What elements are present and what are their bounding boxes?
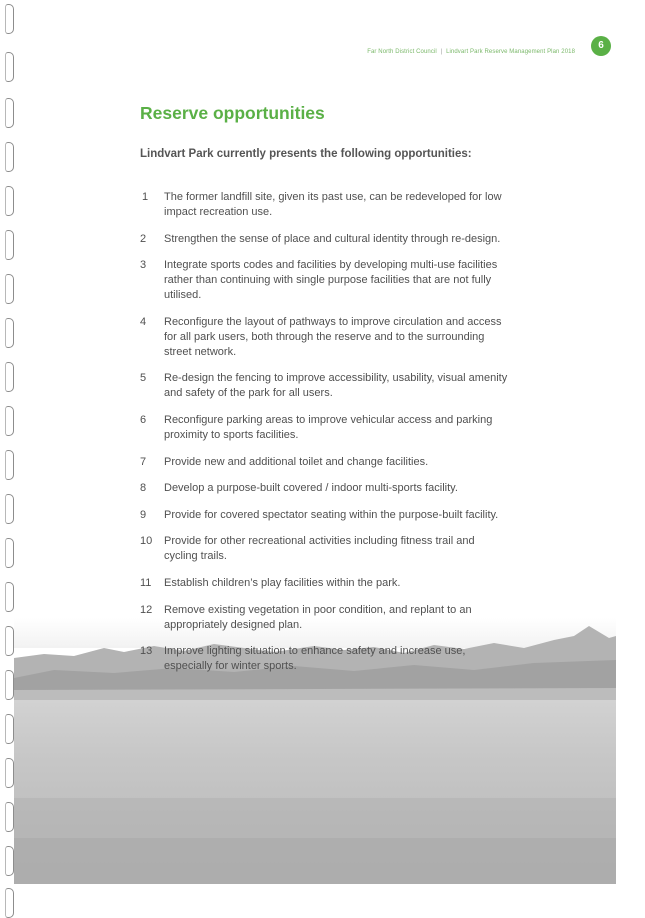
- item-number: 1: [142, 191, 149, 203]
- section-title: Reserve opportunities: [140, 103, 325, 123]
- list-item: [140, 258, 510, 303]
- item-text: Establish children’s play facilities within the park.: [164, 576, 401, 589]
- item-number: 13: [140, 645, 153, 658]
- page-number-badge: 6: [591, 36, 611, 56]
- binding-ring: [5, 362, 14, 392]
- item-number: 5: [140, 372, 147, 385]
- binding-ring: [5, 494, 14, 524]
- list-item: [140, 534, 510, 564]
- binding-ring: [5, 846, 14, 876]
- item-number: 9: [140, 508, 147, 521]
- item-number: 10: [140, 535, 153, 548]
- item-text: The former landfill site, given its past use, can be redeveloped for low impact recreation use.: [164, 191, 502, 218]
- opportunities-list: [140, 190, 510, 686]
- header-org: Far North District Council: [367, 49, 437, 55]
- binding-ring: [5, 98, 14, 128]
- item-text: Provide for other recreational activities including fitness trail and cycling trails.: [164, 535, 475, 563]
- item-number: 6: [140, 413, 147, 426]
- section-intro: Lindvart Park currently presents the following opportunities:: [140, 148, 472, 160]
- binding-ring: [5, 582, 14, 612]
- item-number: 12: [140, 603, 153, 616]
- item-number: 11: [140, 576, 152, 589]
- item-text: Remove existing vegetation in poor condition, and replant to an appropriately designed plan.: [164, 603, 472, 631]
- binding-ring: [5, 142, 14, 172]
- item-number: 7: [140, 455, 147, 468]
- item-text: Integrate sports codes and facilities by developing multi-use facilities rather than continuing with single purpose facilities that are not fully utilised.: [164, 259, 498, 302]
- item-text: Improve lighting situation to enhance safety and increase use, especially for winter sports.: [164, 645, 466, 673]
- item-number: 8: [140, 482, 147, 495]
- binding-ring: [5, 714, 14, 744]
- list-item: [140, 413, 510, 443]
- running-header: [367, 49, 575, 55]
- binding-ring: [5, 274, 14, 304]
- item-text: Reconfigure the layout of pathways to improve circulation and access for all park users, both through the reserve and to the surrounding street network.: [164, 315, 502, 358]
- binding-ring: [5, 626, 14, 656]
- binding-ring: [5, 4, 14, 34]
- binding-ring: [5, 888, 14, 918]
- item-text: Reconfigure parking areas to improve vehicular access and parking proximity to sports facilities.: [164, 413, 493, 441]
- list-item: [140, 232, 510, 247]
- list-item: [140, 315, 510, 360]
- binding-ring: [5, 670, 14, 700]
- item-number: 4: [140, 315, 147, 328]
- binding-ring: [5, 802, 14, 832]
- item-text: Provide new and additional toilet and change facilities.: [164, 455, 429, 468]
- binding-ring: [5, 52, 14, 82]
- list-item: [140, 190, 510, 220]
- list-item: [140, 481, 510, 496]
- item-number: 3: [140, 259, 147, 272]
- binding-ring: [5, 406, 14, 436]
- list-item: [140, 644, 510, 674]
- binding-ring: [5, 758, 14, 788]
- list-item: [140, 508, 510, 523]
- item-text: Provide for covered spectator seating within the purpose-built facility.: [164, 508, 499, 521]
- item-text: Re-design the fencing to improve accessibility, usability, visual amenity and safety of the park for all users.: [164, 372, 508, 400]
- binding-ring: [5, 450, 14, 480]
- item-text: Develop a purpose-built covered / indoor multi-sports facility.: [164, 482, 458, 495]
- item-number: 2: [140, 232, 147, 245]
- binding-ring: [5, 318, 14, 348]
- item-text: Strengthen the sense of place and cultural identity through re-design.: [164, 232, 501, 245]
- header-doc-title: Lindvart Park Reserve Management Plan 2018: [446, 49, 575, 55]
- list-item: [140, 603, 510, 633]
- header-separator: |: [440, 49, 443, 55]
- list-item: [140, 455, 510, 470]
- binding-ring: [5, 186, 14, 216]
- list-item: [140, 576, 510, 591]
- list-item: [140, 371, 510, 401]
- binding-ring: [5, 538, 14, 568]
- binding-ring: [5, 230, 14, 260]
